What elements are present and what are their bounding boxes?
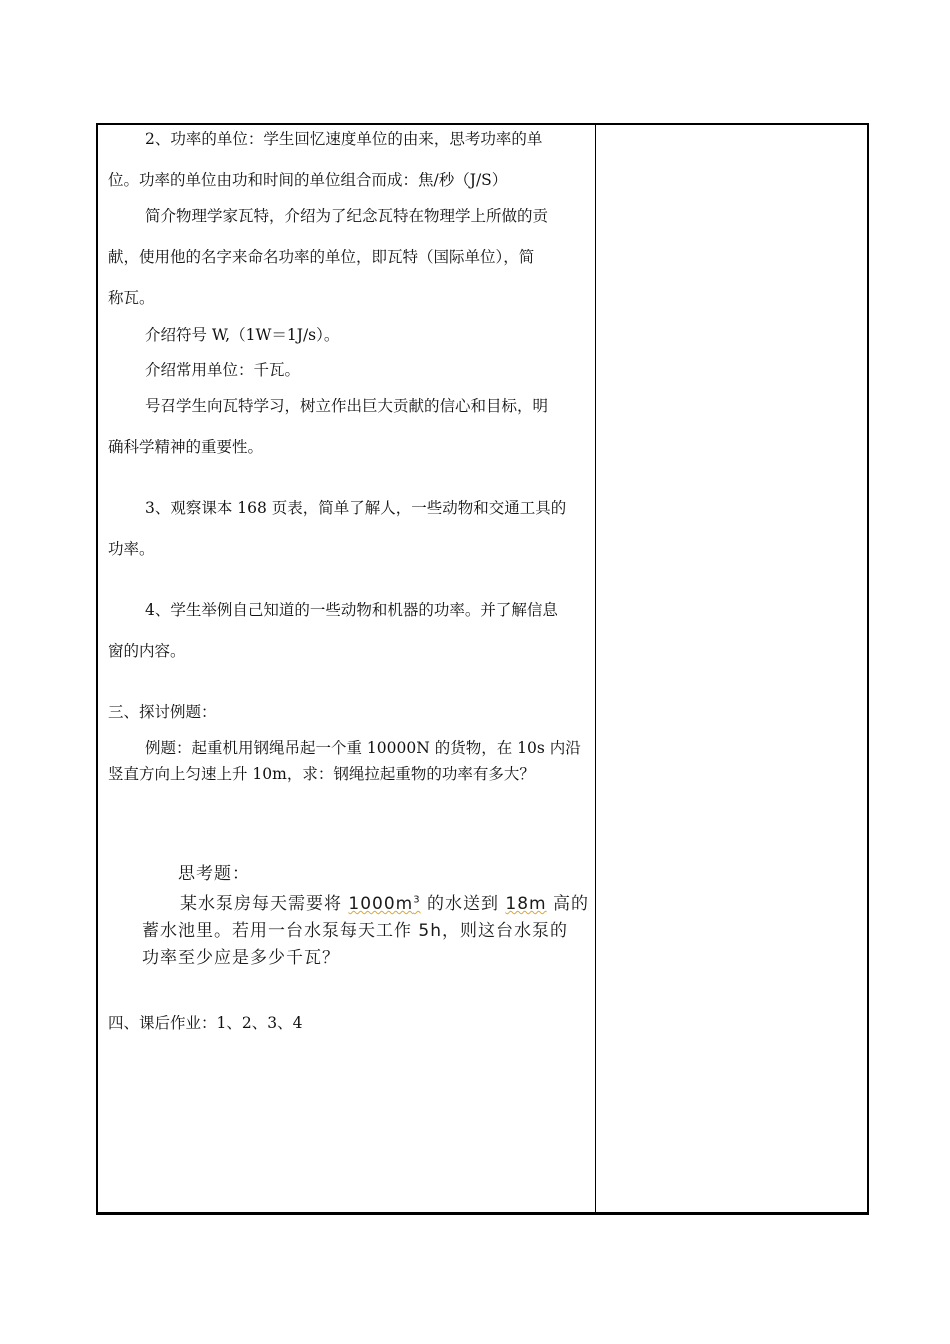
think-line2: 蓄水池里。若用一台水泵每天工作 5h，则这台水泵的 — [142, 921, 568, 941]
p6-line1: 号召学生向瓦特学习，树立作出巨大贡献的信心和目标，明 — [145, 397, 549, 415]
p2-line1: 2、功率的单位：学生回忆速度单位的由来，思考功率的单 — [145, 130, 543, 148]
think-volume-num: 1000m — [348, 894, 414, 914]
think-line1 — [180, 889, 589, 914]
think-volume — [348, 894, 420, 914]
example-line1: 例题：起重机用钢绳吊起一个重 10000N 的货物，在 10s 内沿 — [145, 739, 581, 757]
think-height: 18m — [505, 894, 547, 914]
p3-line1: 简介物理学家瓦特，介绍为了纪念瓦特在物理学上所做的贡 — [145, 207, 549, 225]
example-line2: 竖直方向上匀速上升 10m，求：钢绳拉起重物的功率有多大？ — [108, 765, 535, 783]
p7-line1: 3、观察课本 168 页表，简单了解人，一些动物和交通工具的 — [145, 499, 567, 517]
section3-heading: 三、探讨例题： — [108, 703, 217, 721]
think-line1-a: 某水泵房每天需要将 — [180, 894, 349, 914]
p6-line2: 确科学精神的重要性。 — [108, 438, 264, 456]
lesson-table — [96, 123, 869, 1215]
think-line1-b: 的水送到 — [420, 894, 506, 914]
left-cell — [98, 125, 595, 1212]
think-title: 思考题： — [178, 864, 250, 884]
p3-line2: 献，使用他的名字来命名功率的单位，即瓦特（国际单位），简 — [108, 248, 535, 266]
p5: 介绍常用单位：千瓦。 — [145, 361, 301, 379]
p4: 介绍符号 W,（1W＝1J/s）。 — [145, 326, 340, 344]
right-cell — [596, 125, 867, 1212]
section4-heading: 四、课后作业：1、2、3、4 — [108, 1014, 303, 1032]
p8-line2: 窗的内容。 — [108, 642, 186, 660]
think-line3: 功率至少应是多少千瓦？ — [142, 948, 340, 968]
p7-line2: 功率。 — [108, 540, 155, 558]
p2-line2: 位。功率的单位由功和时间的单位组合而成：焦/秒（J/S） — [108, 171, 508, 189]
think-line1-d: 高的 — [546, 894, 590, 914]
p3-line3: 称瓦。 — [108, 289, 155, 307]
p8-line1: 4、学生举例自己知道的一些动物和机器的功率。并了解信息 — [145, 601, 558, 619]
think-volume-sup: 3 — [413, 894, 421, 906]
